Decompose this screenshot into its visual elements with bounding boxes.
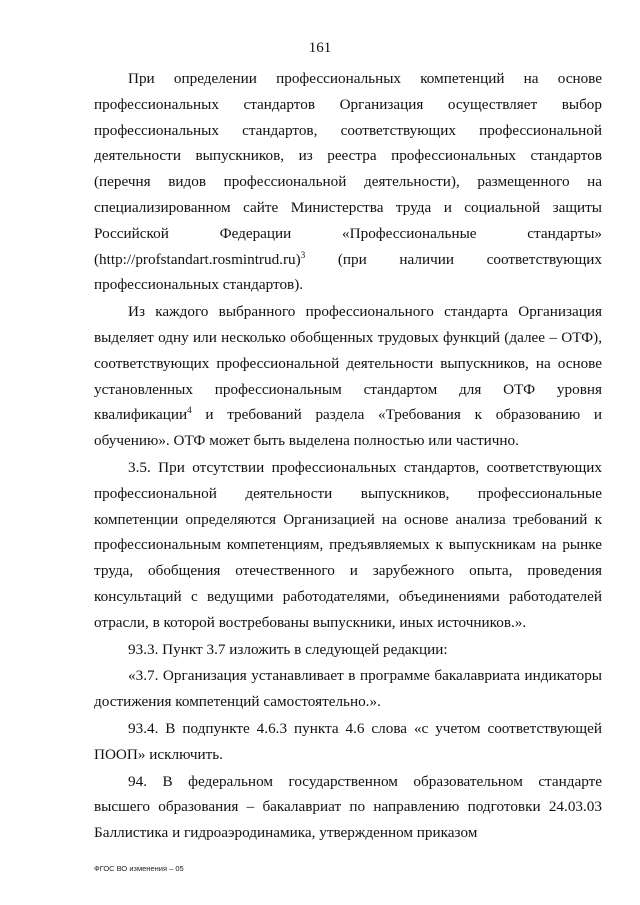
footnote-ref: 4 xyxy=(187,405,192,416)
paragraph-otf xyxy=(94,299,602,454)
paragraph-text: 94. В федеральном государственном образовательном стандарте высшего образования – бакалавриат по направлению подготовки 24.03.03 Баллистика и гидроаэродинамика, утвержденном приказом xyxy=(94,772,602,842)
paragraph-text: 3.5. При отсутствии профессиональных стандартов, соответствующих профессиональной деятельности выпускников, профессиональные компетенции определяются Организацией на основе анализа требований к профессиональным компетенциям, предъявляемых к выпускникам на рынке труда, обобщения отечественного и зарубежного опыта, проведения консультаций с ведущими работодателями, объединениями работодателей отрасли, в которой востребованы выпускники, иных источников.». xyxy=(94,458,602,631)
paragraph-competencies-selection xyxy=(94,66,602,298)
paragraph-text: 93.3. Пункт 3.7 изложить в следующей редакции: xyxy=(128,640,448,658)
paragraph-tail: и требований раздела «Требования к образованию и обучению». ОТФ может быть выделена полностью или частично. xyxy=(94,406,602,450)
paragraph-text: При определении профессиональных компетенций на основе профессиональных стандартов Организация осуществляет выбор профессиональных стандартов, соответствующих профессиональной деятельности выпускников, из реестра профессиональных стандартов (перечня видов профессиональной деятельности), размещенного на специализированном сайте Министерства труда и социальной защиты Российской Федерации «Профессиональные стандарты» (http://profstandart.rosmintrud.ru) xyxy=(94,70,602,268)
footnote-ref: 3 xyxy=(300,249,306,260)
paragraph-text: 93.4. В подпункте 4.6.3 пункта 4.6 слова «с учетом соответствующей ПООП» исключить. xyxy=(94,719,602,763)
paragraph-93-3 xyxy=(94,637,602,663)
document-body xyxy=(94,66,602,847)
paragraph-3-5 xyxy=(94,455,602,636)
paragraph-93-4 xyxy=(94,716,602,768)
paragraph-94 xyxy=(94,769,602,846)
paragraph-text: «3.7. Организация устанавливает в программе бакалавриата индикаторы достижения компетенций самостоятельно.». xyxy=(94,667,602,711)
page-footer: ФГОС ВО изменения – 05 xyxy=(94,864,184,873)
paragraph-text: Из каждого выбранного профессионального стандарта Организация выделяет одну или несколько обобщенных трудовых функций (далее – ОТФ), соответствующих профессиональной деятельности выпускников, на основе установленных профессиональным стандартом для ОТФ уровня квалификации xyxy=(94,303,602,424)
paragraph-tail: (при наличии соответствующих профессиональных стандартов). xyxy=(94,250,602,294)
page-number: 161 xyxy=(308,40,332,56)
paragraph-3-7 xyxy=(94,663,602,715)
